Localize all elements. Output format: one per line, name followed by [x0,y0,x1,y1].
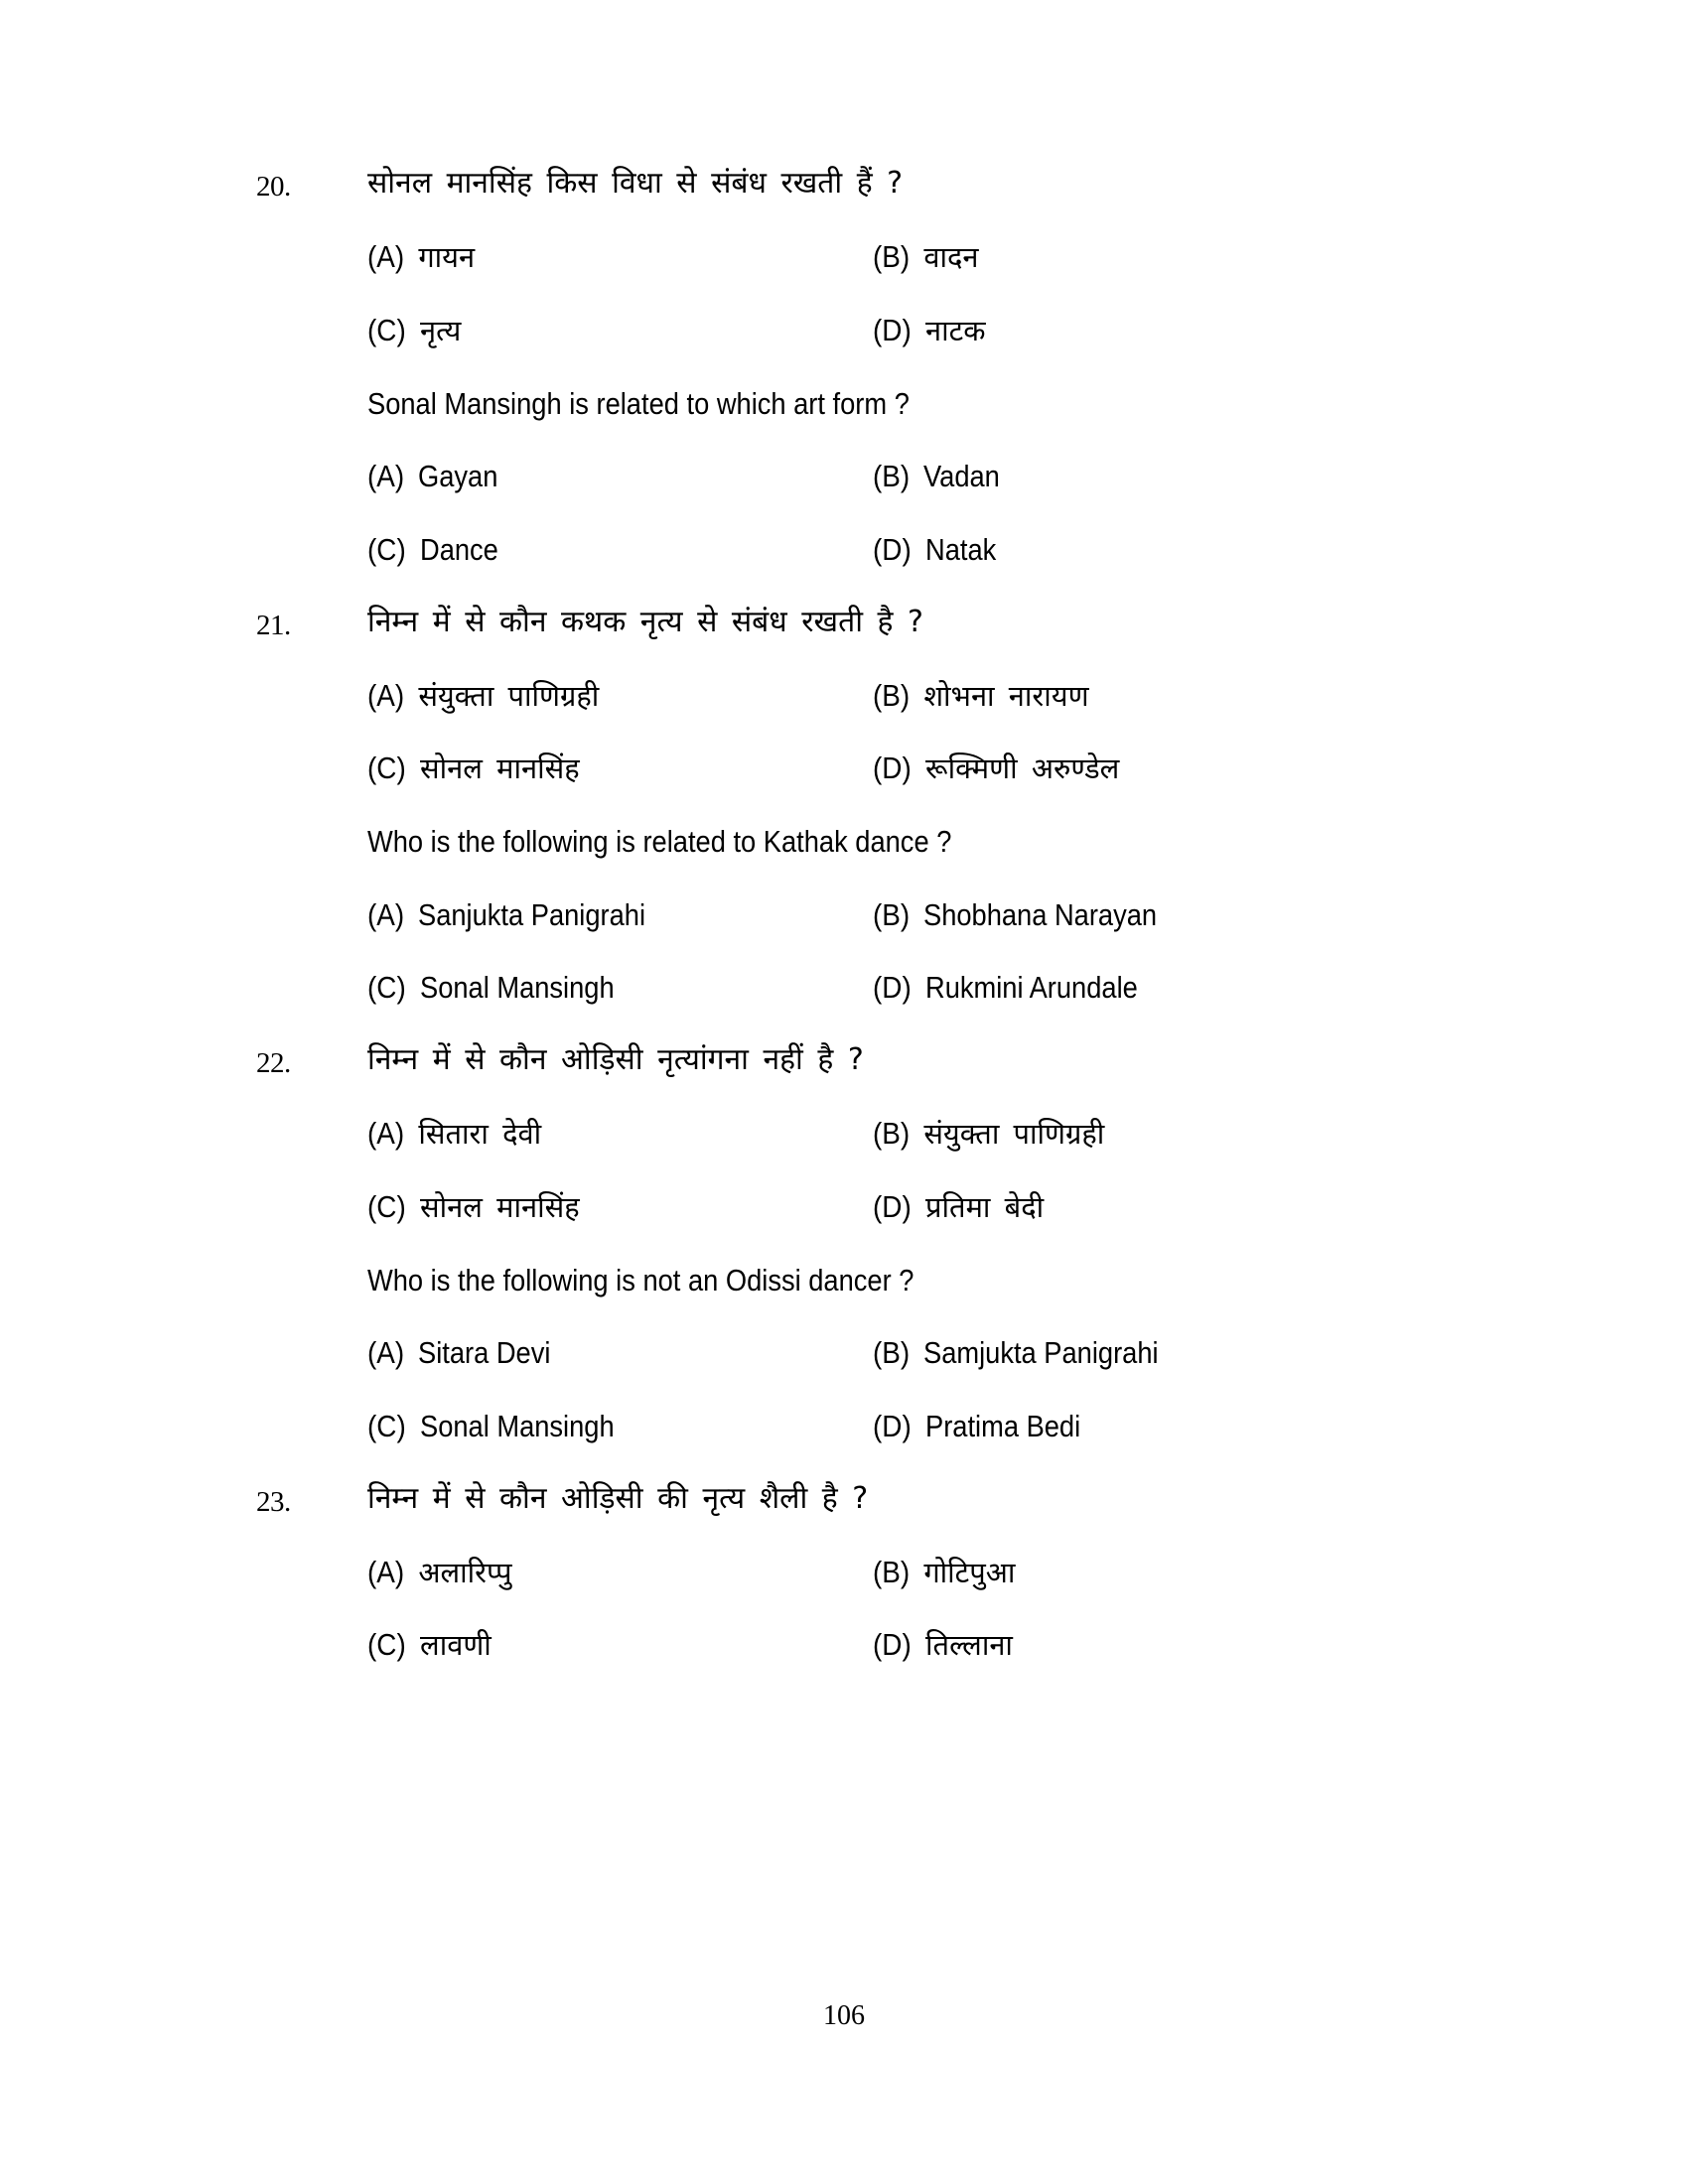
question-23-number: 23. [256,1485,291,1518]
question-20-hindi-option-d[interactable] [873,313,1378,348]
question-22-english-option-d[interactable] [873,1409,1378,1444]
option-label: (C) [367,1627,406,1663]
question-22-english-option-b[interactable] [873,1335,1378,1371]
option-label: (A) [367,1554,405,1589]
question-22-english-row [367,1263,1378,1298]
option-text: नृत्य [420,313,462,347]
option-text: Samjukta Panigrahi [923,1335,1159,1371]
option-label: (B) [873,1335,911,1371]
option-text: गायन [418,240,476,274]
question-21-hindi-options-row-1 [367,678,1378,714]
option-text: Sonal Mansingh [420,970,615,1006]
question-20-english-option-a[interactable] [367,459,873,494]
question-21-english-option-a[interactable] [367,897,873,933]
option-label: (D) [873,1188,912,1224]
option-text: Vadan [923,459,1001,494]
option-text: रूक्मिणी अरुण्डेल [925,751,1120,786]
question-23-hindi-row [256,1482,1378,1517]
question-22-hindi-option-d[interactable] [873,1189,1378,1225]
question-23-hindi-option-b[interactable] [873,1555,1378,1590]
option-text: Sanjukta Panigrahi [418,896,646,932]
option-label: (C) [367,751,406,786]
question-21-english-option-b[interactable] [873,897,1378,933]
question-20-hindi-options-row-1 [367,239,1378,275]
question-22-english-option-a[interactable] [367,1335,873,1371]
question-20-hindi-option-c[interactable] [367,313,873,348]
question-20-english-row [367,386,1378,422]
option-label: (B) [873,1116,911,1152]
question-22-hindi-option-b[interactable] [873,1116,1378,1152]
question-20-english-option-b[interactable] [873,459,1378,494]
question-23-hindi-options-row-1 [367,1555,1378,1590]
question-21-hindi-option-d[interactable] [873,751,1378,786]
question-22-hindi-option-c[interactable] [367,1189,873,1225]
question-22-number: 22. [256,1047,291,1080]
option-text: Gayan [418,459,498,494]
option-text: अलारिप्पु [418,1555,512,1589]
question-21-number: 21. [256,609,291,641]
option-text: संयुक्ता पाणिग्रही [418,678,600,713]
option-label: (B) [873,239,911,274]
option-text: Pratima Bedi [925,1408,1081,1443]
question-21-english-text: Who is the following is related to Kathak dance ? [367,824,952,860]
question-23-hindi-option-c[interactable] [367,1627,873,1663]
question-20-english-options-row-1 [367,459,1378,494]
question-22-english-text: Who is the following is not an Odissi dancer ? [367,1262,914,1297]
question-21-hindi-option-c[interactable] [367,751,873,786]
question-20-hindi-option-a[interactable] [367,239,873,275]
option-text: Shobhana Narayan [923,896,1158,932]
question-20-hindi-option-b[interactable] [873,239,1378,275]
question-23-hindi-options-row-2 [367,1627,1378,1663]
question-21-english-options-row-1 [367,897,1378,933]
option-text: लावणी [420,1628,492,1663]
option-label: (D) [873,531,912,567]
question-22-hindi-text: निम्न में से कौन ओड़िसी नृत्यांगना नहीं है ? [367,1042,864,1078]
option-text: सोनल मानसिंह [420,751,580,786]
question-20-hindi-options-row-2 [367,313,1378,348]
option-text: तिल्लाना [925,1628,1013,1663]
question-block-23 [256,1482,1378,1664]
option-label: (A) [367,239,405,274]
question-21-english-option-c[interactable] [367,970,873,1006]
option-text: नाटक [925,313,986,347]
page-number: 106 [823,2000,865,2031]
option-label: (A) [367,1335,405,1371]
question-20-hindi-row [256,167,1378,202]
question-21-english-row [367,824,1378,860]
question-21-english-options-row-2 [367,970,1378,1006]
option-label: (C) [367,531,406,567]
option-text: Dance [420,531,498,567]
option-label: (B) [873,459,911,494]
question-22-english-options-row-2 [367,1409,1378,1444]
question-20-english-option-d[interactable] [873,532,1378,568]
question-23-hindi-option-d[interactable] [873,1627,1378,1663]
option-label: (C) [367,1408,406,1443]
question-21-hindi-option-a[interactable] [367,678,873,714]
option-label: (B) [873,1554,911,1589]
option-label: (D) [873,312,912,347]
questions-container [256,167,1378,1701]
question-20-english-text: Sonal Mansingh is related to which art form ? [367,385,910,421]
option-text: Sonal Mansingh [420,1408,615,1443]
question-block-20 [256,167,1378,568]
option-label: (D) [873,751,912,786]
option-label: (C) [367,312,406,347]
question-21-hindi-text: निम्न में से कौन कथक नृत्य से संबंध रखती है ? [367,604,923,639]
option-label: (A) [367,1116,405,1152]
question-21-hindi-row [256,606,1378,640]
question-22-hindi-options-row-1 [367,1116,1378,1152]
option-text: सोनल मानसिंह [420,1189,580,1224]
question-20-english-options-row-2 [367,532,1378,568]
question-22-hindi-row [256,1043,1378,1078]
question-23-hindi-text: निम्न में से कौन ओड़िसी की नृत्य शैली है ? [367,1480,869,1516]
option-label: (D) [873,1627,912,1663]
question-20-hindi-text: सोनल मानसिंह किस विधा से संबंध रखती हैं ? [367,166,904,201]
question-21-english-option-d[interactable] [873,970,1378,1006]
question-23-hindi-option-a[interactable] [367,1555,873,1590]
question-20-number: 20. [256,171,291,203]
option-label: (B) [873,677,911,713]
question-21-hindi-option-b[interactable] [873,678,1378,714]
question-20-english-option-c[interactable] [367,532,873,568]
question-22-english-option-c[interactable] [367,1409,873,1444]
option-label: (C) [367,970,406,1006]
option-text: गोटिपुआ [923,1555,1016,1589]
option-text: प्रतिमा बेदी [925,1189,1045,1224]
option-text: संयुक्ता पाणिग्रही [923,1117,1105,1152]
option-text: Natak [925,531,997,567]
option-text: सितारा देवी [418,1117,542,1152]
question-22-hindi-options-row-2 [367,1189,1378,1225]
option-label: (C) [367,1188,406,1224]
option-label: (A) [367,459,405,494]
option-label: (D) [873,1408,912,1443]
option-label: (A) [367,896,405,932]
option-label: (D) [873,970,912,1006]
option-text: वादन [923,240,979,274]
question-block-21 [256,606,1378,1007]
option-label: (A) [367,677,405,713]
question-21-hindi-options-row-2 [367,751,1378,786]
option-text: Sitara Devi [418,1335,551,1371]
question-22-hindi-option-a[interactable] [367,1116,873,1152]
option-text: Rukmini Arundale [925,970,1138,1006]
option-label: (B) [873,896,911,932]
option-text: शोभना नारायण [923,678,1089,713]
question-block-22 [256,1043,1378,1444]
question-22-english-options-row-1 [367,1335,1378,1371]
